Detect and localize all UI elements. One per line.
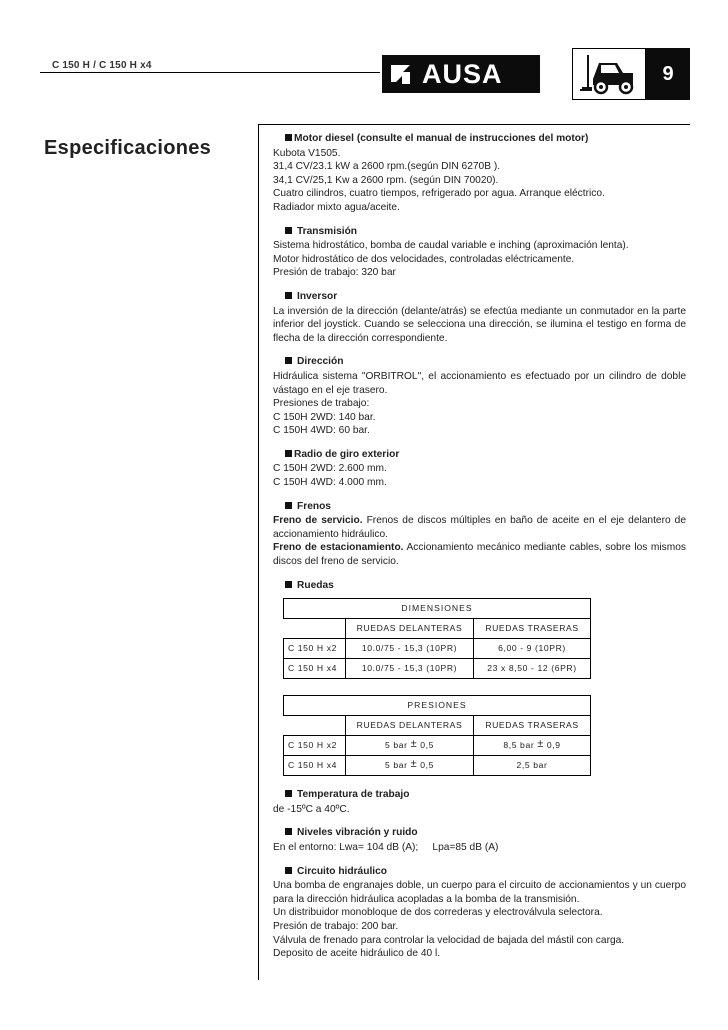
document-model-title: C 150 H / C 150 H x4: [52, 60, 152, 71]
niveles-text: En el entorno: Lwa= 104 dB (A); Lpa=85 dB (A): [273, 842, 499, 853]
circuito-line: Válvula de frenado para controlar la velocidad de bajada del mástil con carga.: [273, 934, 625, 946]
brand-logo: [382, 55, 540, 93]
transmision-section: [273, 225, 686, 280]
brand-name: AUSA: [422, 58, 503, 89]
bullet-square-icon: [285, 357, 292, 364]
motor-line: 34,1 CV/25,1 Kw a 2600 rpm. (según DIN 70020).: [273, 174, 499, 186]
ruedas-section: [273, 579, 686, 777]
radio-line: C 150H 4WD: 4.000 mm.: [273, 477, 387, 489]
bullet-square-icon: [285, 581, 292, 588]
circuito-line: Deposito de aceite hidráulico de 40 l.: [273, 948, 441, 960]
direccion-heading-text: Dirección: [297, 356, 344, 368]
dimensiones-table: [283, 598, 591, 679]
chapter-number: 9: [646, 48, 690, 100]
bullet-square-icon: [285, 502, 292, 509]
dimensiones-title: DIMENSIONES: [284, 599, 591, 619]
motor-line: 31,4 CV/23.1 kW a 2600 rpm.(según DIN 6270B ).: [273, 161, 501, 173]
motor-heading-text: Motor diesel (consulte el manual de instrucciones del motor): [294, 133, 589, 144]
bullet-square-icon: [285, 867, 292, 874]
radio-heading: [273, 448, 686, 462]
motor-line: Kubota V1505.: [273, 147, 341, 159]
circuito-text: Una bomba de engranajes doble, un cuerpo para el circuito de accionamientos y un cuerpo para la dirección hidráulica acopladas a la bomba de la transmisión.: [273, 880, 686, 905]
front-cell: [346, 756, 474, 776]
direccion-line: C 150H 2WD: 140 bar.: [273, 411, 376, 423]
pressure-tolerance: 0,9: [543, 740, 561, 751]
temperatura-text: de -15ºC a 40ºC.: [273, 803, 350, 815]
column-header: RUEDAS DELANTERAS: [346, 619, 474, 639]
radio-line: C 150H 2WD: 2.600 mm.: [273, 463, 387, 475]
column-header: RUEDAS DELANTERAS: [346, 716, 474, 736]
inversor-section: [273, 290, 686, 345]
niveles-section: [273, 826, 686, 854]
inversor-heading-text: Inversor: [297, 290, 338, 302]
direccion-text: Hidráulica sistema "ORBITROL", el accionamiento es efectuado por un cilindro de doble vástago en el eje trasero.: [273, 370, 686, 396]
frenos-heading-text: Frenos: [297, 500, 331, 512]
section-title: Especificaciones: [44, 137, 212, 159]
freno-estacionamiento: [273, 541, 686, 568]
temperatura-section: [273, 788, 686, 816]
circuito-text: Un distribuidor monobloque de dos correderas y electroválvula selectora.: [273, 907, 603, 919]
radio-heading-text: Radio de giro exterior: [294, 448, 400, 460]
direccion-section: [273, 355, 686, 438]
bullet-square-icon: [285, 227, 292, 234]
front-cell: 10.0/75 - 15,3 (10PR): [346, 659, 474, 679]
header-rule: [40, 72, 380, 73]
transmision-line: Sistema hidrostático, bomba de caudal variable e inching (aproximación lenta).: [273, 240, 629, 252]
freno-estacionamiento-text: Accionamiento mecánico mediante cables, sobre los mismos discos del freno de servicio.: [273, 542, 686, 568]
model-cell: C 150 H x2: [284, 639, 346, 659]
pressure-value: 5 bar: [385, 740, 411, 751]
direccion-heading: [273, 355, 686, 369]
temperatura-heading-text: Temperatura de trabajo: [297, 789, 410, 801]
front-cell: [346, 736, 474, 756]
niveles-heading: [273, 826, 686, 840]
circuito-heading-text: Circuito hidráulico: [297, 865, 387, 877]
bullet-square-icon: [285, 828, 292, 835]
circuito-heading: [273, 865, 686, 879]
motor-line: Cuatro cilindros, cuatro tiempos, refrigerado por agua. Arranque eléctrico.: [273, 188, 605, 200]
table-spacer: [273, 679, 686, 695]
pressure-value: 8,5 bar: [503, 740, 538, 751]
bullet-square-icon: [285, 790, 292, 797]
ruedas-heading: [273, 579, 686, 593]
model-cell: C 150 H x4: [284, 659, 346, 679]
forklift-pictogram: [572, 48, 646, 100]
ruedas-heading-text: Ruedas: [297, 579, 334, 591]
rear-cell: 2,5 bar: [474, 756, 591, 776]
inversor-heading: [273, 290, 686, 304]
plus-minus-sign: ±: [410, 738, 418, 751]
circuito-section: [273, 865, 686, 961]
content-top-rule: [258, 124, 690, 125]
transmision-line: Presión de trabajo: 320 bar: [273, 267, 396, 279]
motor-section: [273, 132, 686, 215]
freno-servicio-text: Frenos de discos múltiples en baño de aceite en el eje delantero de accionamiento hidráulico.: [273, 515, 686, 540]
specifications-content: [273, 132, 686, 971]
column-header: RUEDAS TRASERAS: [474, 619, 591, 639]
bullet-square-icon: [285, 134, 292, 141]
table-corner: [284, 716, 346, 736]
content-vertical-rule: [258, 124, 259, 980]
rear-cell: 6,00 - 9 (10PR): [474, 639, 591, 659]
motor-line: Radiador mixto agua/aceite.: [273, 201, 400, 213]
transmision-line: Motor hidrostático de dos velocidades, controladas eléctricamente.: [273, 253, 575, 265]
circuito-line: Presión de trabajo: 200 bar.: [273, 920, 399, 932]
model-cell: C 150 H x4: [284, 756, 346, 776]
freno-estacionamiento-label: Freno de estacionamiento.: [273, 542, 404, 554]
radio-section: [273, 448, 686, 490]
presiones-title: PRESIONES: [284, 696, 591, 716]
pressure-tolerance: 0,5: [417, 760, 434, 771]
inversor-text: La inversión de la dirección (delante/atrás) se efectúa mediante un conmutador en la parte inferior del joystick. Cuando se selecciona una dirección, se ilumina el testigo en forma de flecha de la dirección correspondiente.: [273, 305, 686, 344]
plus-minus-sign: ±: [537, 738, 544, 751]
brand-mark-icon: [388, 61, 414, 87]
column-header: RUEDAS TRASERAS: [474, 716, 591, 736]
front-cell: 10.0/75 - 15,3 (10PR): [346, 639, 474, 659]
transmision-heading-text: Transmisión: [297, 225, 358, 237]
table-corner: [284, 619, 346, 639]
niveles-heading-text: Niveles vibración y ruido: [297, 827, 418, 839]
motor-heading: [273, 132, 686, 146]
rear-cell: 23 x 8,50 - 12 (6PR): [474, 659, 591, 679]
frenos-heading: [273, 500, 686, 514]
frenos-section: [273, 500, 686, 569]
transmision-heading: [273, 225, 686, 239]
table-row: [284, 639, 591, 659]
bullet-square-icon: [285, 292, 292, 299]
direccion-line: Presiones de trabajo:: [273, 398, 370, 410]
pressure-value: 5 bar: [385, 760, 411, 771]
temperatura-heading: [273, 788, 686, 802]
freno-servicio: [273, 514, 686, 541]
rear-cell: [474, 736, 591, 756]
presiones-table: [283, 695, 591, 776]
table-row: [284, 659, 591, 679]
model-cell: C 150 H x2: [284, 736, 346, 756]
freno-servicio-label: Freno de servicio.: [273, 515, 363, 527]
plus-minus-sign: ±: [410, 758, 418, 771]
table-row: [284, 736, 591, 756]
table-row: [284, 756, 591, 776]
pressure-tolerance: 0,5: [417, 740, 434, 751]
bullet-square-icon: [285, 450, 292, 457]
direccion-line: C 150H 4WD: 60 bar.: [273, 425, 370, 437]
forklift-icon: [573, 49, 645, 99]
